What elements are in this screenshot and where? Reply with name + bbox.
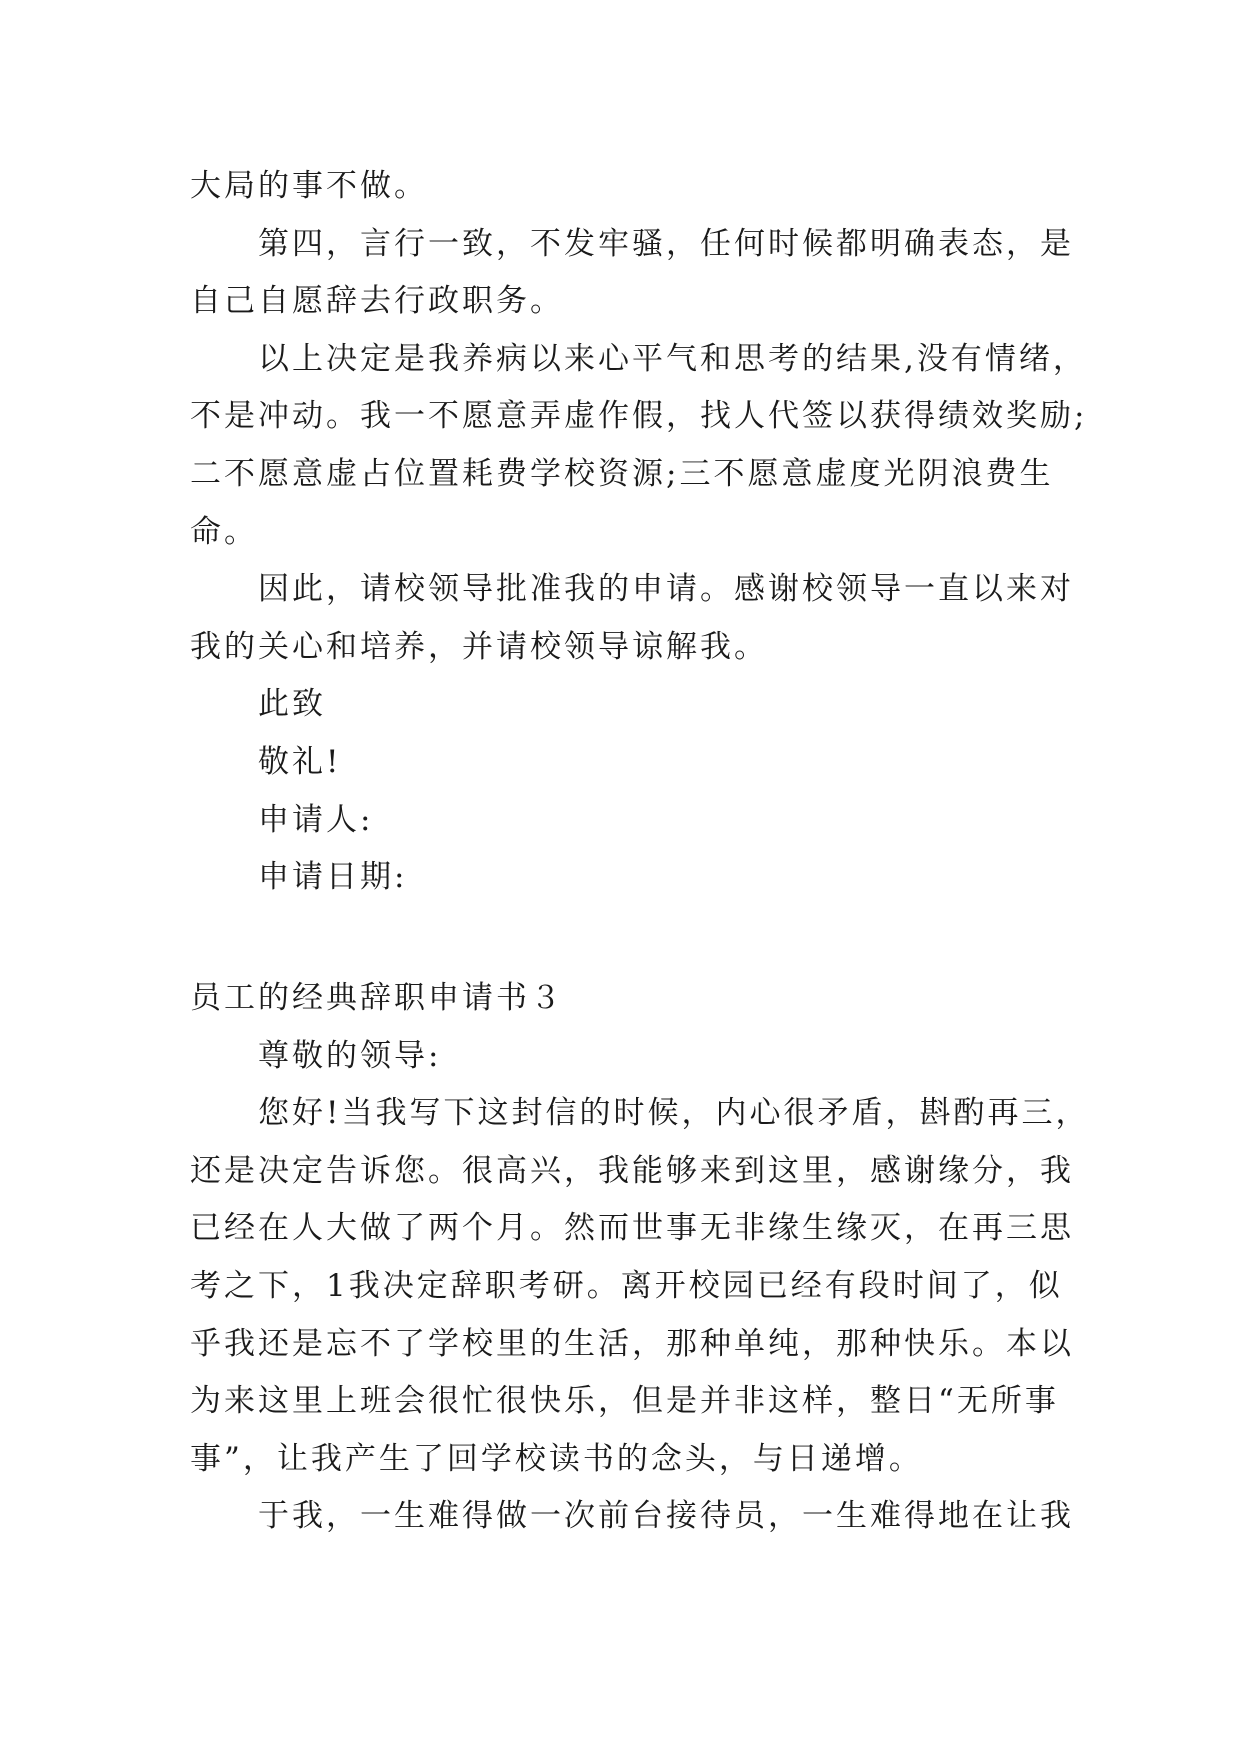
text-line: 考之下，1我决定辞职考研。离开校园已经有段时间了，似 (190, 1267, 1063, 1304)
applicant-label: 申请人: (190, 801, 374, 838)
text-line: 大局的事不做。 (190, 168, 428, 204)
text-line: 乎我还是忘不了学校里的生活，那种单纯，那种快乐。本以 (190, 1325, 1074, 1362)
text-block-1 (190, 158, 1088, 907)
text-line: 我的关心和培养，并请校领导谅解我。 (190, 628, 768, 665)
text-block-2 (190, 970, 1090, 1546)
text-line: 二不愿意虚占位置耗费学校资源;三不愿意虚度光阴浪费生 (190, 455, 1054, 492)
text-line: 事”，让我产生了回学校读书的念头，与日递增。 (190, 1440, 923, 1477)
text-line: 第四，言行一致，不发牢骚，任何时候都明确表态，是 (190, 225, 1074, 262)
text-line: 为来这里上班会很忙很快乐，但是并非这样，整日“无所事 (190, 1383, 1059, 1420)
text-line: 以上决定是我养病以来心平气和思考的结果,没有情绪， (190, 340, 1087, 377)
application-date-label: 申请日期: (190, 859, 408, 896)
closing-regards: 敬礼! (190, 743, 342, 780)
closing-salutation: 此致 (190, 686, 326, 723)
text-line: 还是决定告诉您。很高兴，我能够来到这里，感谢缘分，我 (190, 1152, 1074, 1189)
text-line: 命。 (190, 513, 258, 550)
text-line: 不是冲动。我一不愿意弄虚作假，找人代签以获得绩效奖励; (190, 398, 1088, 435)
greeting: 尊敬的领导: (190, 1037, 442, 1074)
text-line: 因此，请校领导批准我的申请。感谢校领导一直以来对 (190, 571, 1074, 608)
text-line: 于我，一生难得做一次前台接待员，一生难得地在让我 (190, 1498, 1074, 1535)
section-title: 员工的经典辞职申请书３ (190, 980, 564, 1016)
text-line: 自己自愿辞去行政职务。 (190, 283, 564, 320)
text-line: 已经在人大做了两个月。然而世事无非缘生缘灭，在再三思 (190, 1210, 1074, 1247)
text-line: 您好!当我写下这封信的时候，内心很矛盾，斟酌再三， (190, 1095, 1090, 1132)
